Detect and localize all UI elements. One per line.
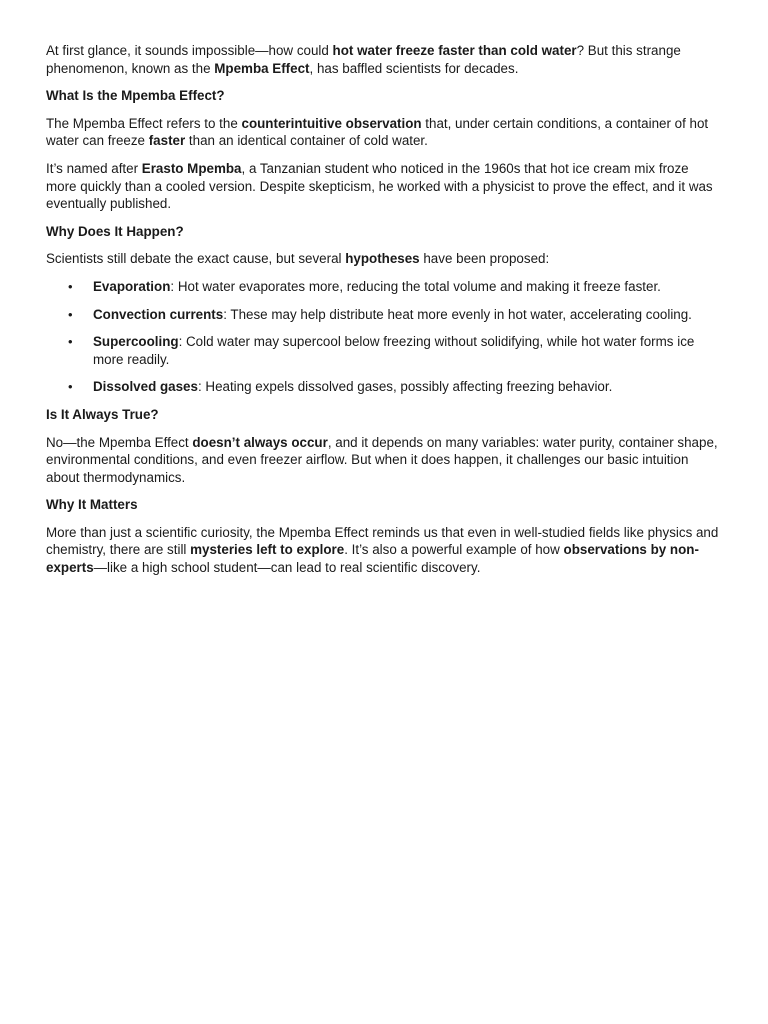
why-p1-text-1: Scientists still debate the exact cause, but several bbox=[46, 251, 346, 267]
what-p1-bold-1: counterintuitive observation bbox=[241, 115, 422, 131]
what-p2-text-1: It’s named after bbox=[46, 160, 142, 176]
what-p1-text-1: The Mpemba Effect refers to the bbox=[46, 115, 242, 131]
bullet-icon: • bbox=[68, 306, 73, 322]
list-item-term: Supercooling bbox=[93, 334, 179, 350]
what-p1-bold-2: faster bbox=[148, 133, 186, 149]
list-item bbox=[46, 378, 722, 396]
list-item-term: Convection currents bbox=[93, 306, 224, 322]
bullet-icon: • bbox=[68, 278, 73, 294]
intro-bold-1: hot water freeze faster than cold water bbox=[332, 43, 577, 58]
why-p1-bold-1: hypotheses bbox=[345, 251, 420, 267]
matters-paragraph-1 bbox=[46, 524, 722, 577]
list-item-text: : Hot water evaporates more, reducing the total volume and making it freeze faster. bbox=[170, 278, 661, 294]
list-item bbox=[46, 333, 722, 368]
what-p1-text-3: than an identical container of cold water. bbox=[185, 133, 428, 149]
what-p1-text-2: that, under certain conditions, a container of hot water can freeze bbox=[46, 115, 709, 149]
list-item-term: Dissolved gases bbox=[93, 379, 198, 395]
intro-text-1: At first glance, it sounds impossible—how could bbox=[46, 43, 333, 58]
list-item bbox=[46, 278, 722, 296]
list-item-term: Evaporation bbox=[93, 278, 171, 294]
matters-p1-text-3: —like a high school student—can lead to real scientific discovery. bbox=[93, 560, 481, 576]
always-p1-text-2: , and it depends on many variables: water purity, container shape, environmental conditions, and even freezer airflow. But when it does happen, it challenges our basic intuition about thermodynamics. bbox=[46, 434, 718, 485]
intro-text-2: ? But this strange phenomenon, known as the bbox=[46, 43, 681, 76]
list-item-text: : These may help distribute heat more evenly in hot water, accelerating cooling. bbox=[223, 306, 692, 322]
always-paragraph-1 bbox=[46, 434, 722, 487]
always-p1-bold-1: doesn’t always occur bbox=[192, 434, 328, 450]
heading-what: What Is the Mpemba Effect? bbox=[46, 88, 225, 104]
what-p2-bold-1: Erasto Mpemba bbox=[141, 160, 242, 176]
intro-bold-2: Mpemba Effect bbox=[214, 60, 310, 76]
matters-p1-text-1: More than just a scientific curiosity, the Mpemba Effect reminds us that even in well-studied fields like physics and chemistry, there are still bbox=[46, 524, 719, 558]
intro-paragraph bbox=[46, 42, 722, 77]
heading-why: Why Does It Happen? bbox=[46, 223, 184, 239]
article bbox=[46, 42, 722, 587]
always-p1-text-1: No—the Mpemba Effect bbox=[46, 434, 193, 450]
list-item-text: : Heating expels dissolved gases, possibly affecting freezing behavior. bbox=[197, 379, 613, 395]
list-item-text: : Cold water may supercool below freezing without solidifying, while hot water forms ice more readily. bbox=[93, 334, 695, 367]
what-p2-text-2: , a Tanzanian student who noticed in the 1960s that hot ice cream mix froze more quickly than a cooled version. Despite skepticism, he worked with a physicist to prove the effect, and it was eventually published. bbox=[46, 160, 713, 212]
heading-always: Is It Always True? bbox=[46, 406, 159, 422]
bullet-icon: • bbox=[68, 334, 73, 350]
heading-matters: Why It Matters bbox=[46, 497, 138, 513]
list-item bbox=[46, 306, 722, 324]
matters-p1-bold-1: mysteries left to explore bbox=[190, 542, 345, 558]
what-paragraph-2 bbox=[46, 160, 722, 213]
matters-p1-bold-2: observations by non-experts bbox=[46, 542, 699, 576]
bullet-icon: • bbox=[68, 379, 73, 395]
matters-p1-text-2: . It’s also a powerful example of how bbox=[344, 542, 564, 558]
why-paragraph-1 bbox=[46, 250, 722, 268]
intro-text-3: , has baffled scientists for decades. bbox=[309, 60, 519, 76]
hypotheses-list bbox=[46, 278, 722, 396]
what-paragraph-1 bbox=[46, 115, 722, 150]
why-p1-text-2: have been proposed: bbox=[419, 251, 550, 267]
